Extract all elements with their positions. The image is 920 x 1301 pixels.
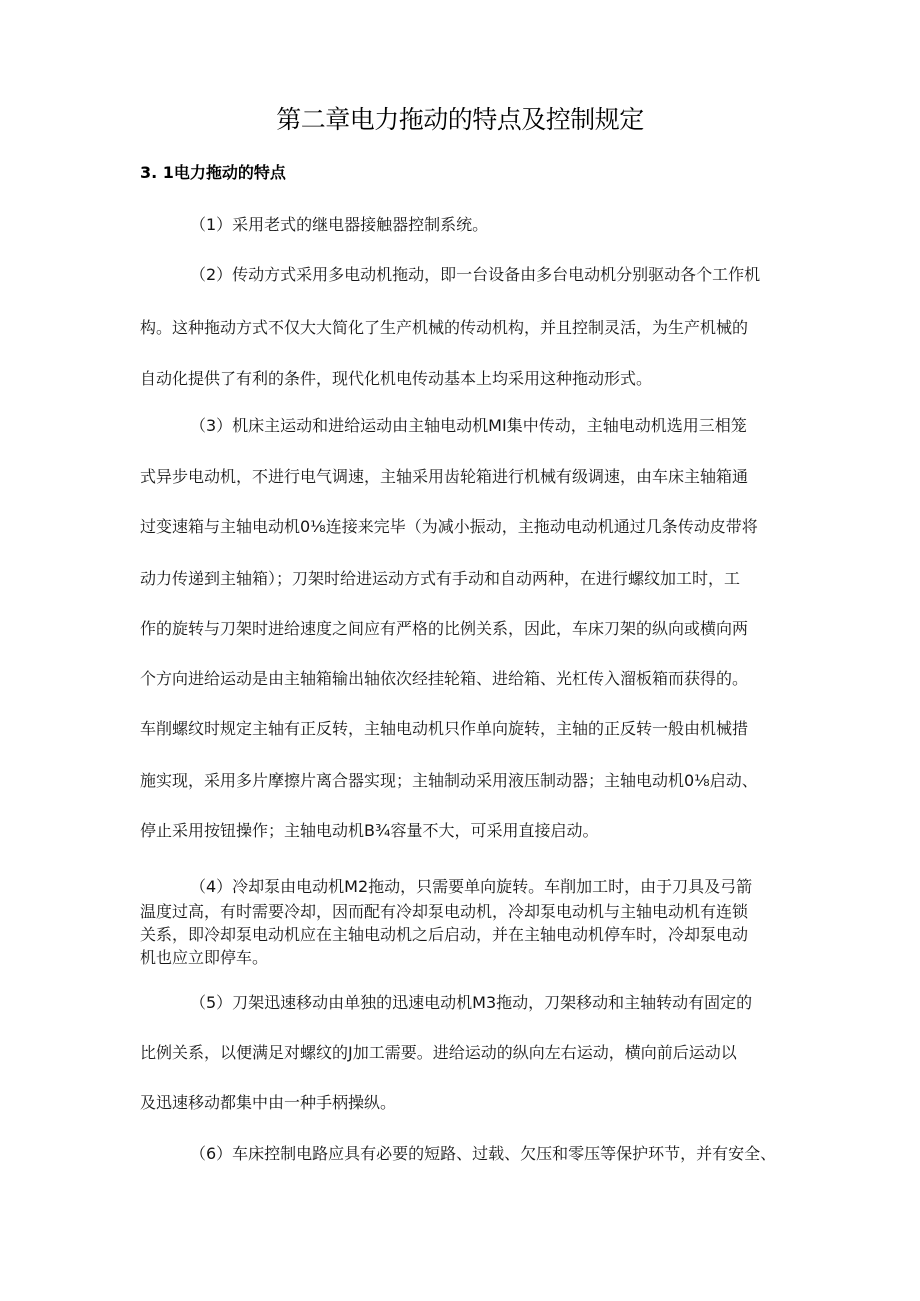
paragraph-3-line-5: 作的旋转与刀架时进给速度之间应有严格的比例关系，因此，车床刀架的纵向或横向两 <box>140 619 749 638</box>
section-heading: 3. 1电力拖动的特点 <box>140 163 286 182</box>
paragraph-5-line-2: 比例关系，以便满足对螺纹的J加工需要。进给运动的纵向左右运动，横向前后运动以 <box>140 1043 737 1062</box>
paragraph-4-line-1: （4）冷却泵由电动机M2拖动，只需要单向旋转。车削加工时，由于刀具及弓箭 <box>190 877 753 896</box>
paragraph-4-line-2: 温度过高，有时需要冷却，因而配有冷却泵电动机，冷却泵电动机与主轴电动机有连锁 <box>140 902 749 921</box>
paragraph-5-line-3: 及迅速移动都集中由一种手柄操纵。 <box>140 1093 397 1112</box>
paragraph-1-line-1: （1）采用老式的继电器接触器控制系统。 <box>190 215 489 234</box>
paragraph-3-line-2: 式异步电动机，不进行电气调速，主轴采用齿轮箱进行机械有级调速，由车床主轴箱通 <box>140 467 749 486</box>
paragraph-3-line-1: （3）机床主运动和进给运动由主轴电动机MI集中传动，主轴电动机选用三相笼 <box>190 416 747 435</box>
paragraph-3-line-6: 个方向进给运动是由主轴箱输出轴依次经挂轮箱、进给箱、光杠传入溜板箱而获得的。 <box>140 669 749 688</box>
paragraph-3-line-3: 过变速箱与主轴电动机0⅛连接来完毕（为减小振动，主拖动电动机通过几条传动皮带将 <box>140 517 758 536</box>
paragraph-2-line-1: （2）传动方式采用多电动机拖动，即一台设备由多台电动机分别驱动各个工作机 <box>190 265 761 284</box>
paragraph-3-line-7: 车削螺纹时规定主轴有正反转，主轴电动机只作单向旋转，主轴的正反转一般由机械措 <box>140 719 749 738</box>
document-title: 第二章电力拖动的特点及控制规定 <box>276 105 644 134</box>
paragraph-6-line-1: （6）车床控制电路应具有必要的短路、过载、欠压和零压等保护环节，并有安全、 <box>190 1144 777 1163</box>
paragraph-4-line-4: 机也应立即停车。 <box>140 948 269 967</box>
paragraph-4-line-3: 关系，即冷却泵电动机应在主轴电动机之后启动，并在主轴电动机停车时，冷却泵电动 <box>140 925 749 944</box>
paragraph-2-line-3: 自动化提供了有利的条件，现代化机电传动基本上均采用这种拖动形式。 <box>140 369 653 388</box>
paragraph-3-line-8: 施实现，采用多片摩擦片离合器实现；主轴制动采用液压制动器；主轴电动机0⅛启动、 <box>140 771 758 790</box>
paragraph-3-line-9: 停止采用按钮操作；主轴电动机B¾容量不大，可采用直接启动。 <box>140 821 599 840</box>
paragraph-3-line-4: 动力传递到主轴箱）；刀架时给进运动方式有手动和自动两种，在进行螺纹加工时，工 <box>140 569 741 588</box>
paragraph-2-line-2: 构。这种拖动方式不仅大大简化了生产机械的传动机构，并且控制灵活，为生产机械的 <box>140 318 749 337</box>
paragraph-5-line-1: （5）刀架迅速移动由单独的迅速电动机M3拖动，刀架移动和主轴转动有固定的 <box>190 993 753 1012</box>
